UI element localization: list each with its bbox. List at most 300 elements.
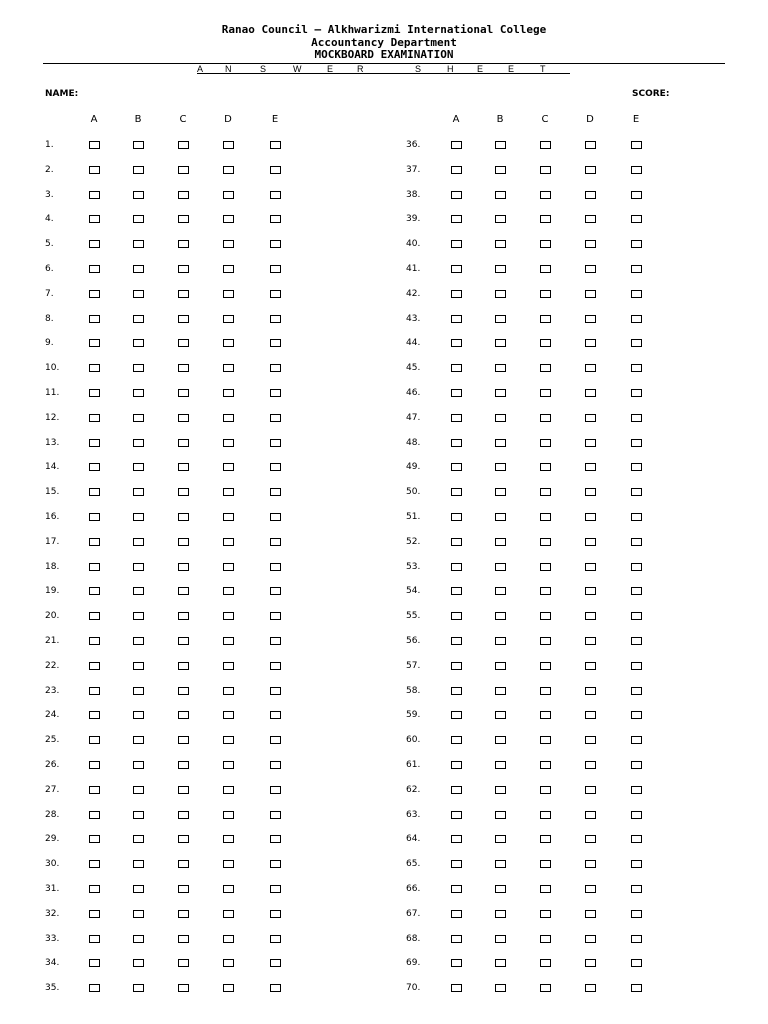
answer-checkbox-a[interactable] — [89, 240, 100, 248]
answer-checkbox-a[interactable] — [451, 786, 462, 794]
answer-checkbox-d[interactable] — [223, 736, 234, 744]
answer-checkbox-b[interactable] — [495, 687, 506, 695]
answer-checkbox-b[interactable] — [133, 959, 144, 967]
answer-checkbox-c[interactable] — [540, 339, 551, 347]
answer-checkbox-a[interactable] — [451, 959, 462, 967]
answer-checkbox-a[interactable] — [89, 860, 100, 868]
answer-checkbox-d[interactable] — [585, 860, 596, 868]
answer-checkbox-d[interactable] — [223, 513, 234, 521]
answer-checkbox-a[interactable] — [89, 439, 100, 447]
answer-checkbox-a[interactable] — [451, 463, 462, 471]
answer-checkbox-e[interactable] — [631, 290, 642, 298]
answer-checkbox-a[interactable] — [451, 587, 462, 595]
answer-checkbox-d[interactable] — [585, 439, 596, 447]
answer-checkbox-c[interactable] — [178, 166, 189, 174]
answer-checkbox-e[interactable] — [270, 414, 281, 422]
answer-checkbox-b[interactable] — [133, 339, 144, 347]
answer-checkbox-e[interactable] — [270, 984, 281, 992]
answer-checkbox-d[interactable] — [585, 612, 596, 620]
answer-checkbox-a[interactable] — [451, 240, 462, 248]
answer-checkbox-a[interactable] — [89, 711, 100, 719]
answer-checkbox-c[interactable] — [178, 315, 189, 323]
answer-checkbox-e[interactable] — [631, 463, 642, 471]
answer-checkbox-c[interactable] — [540, 538, 551, 546]
answer-checkbox-b[interactable] — [133, 910, 144, 918]
answer-checkbox-c[interactable] — [178, 389, 189, 397]
answer-checkbox-c[interactable] — [178, 687, 189, 695]
answer-checkbox-a[interactable] — [89, 538, 100, 546]
answer-checkbox-a[interactable] — [451, 439, 462, 447]
answer-checkbox-b[interactable] — [495, 141, 506, 149]
answer-checkbox-e[interactable] — [270, 240, 281, 248]
answer-checkbox-e[interactable] — [631, 364, 642, 372]
answer-checkbox-b[interactable] — [495, 662, 506, 670]
answer-checkbox-e[interactable] — [270, 339, 281, 347]
answer-checkbox-d[interactable] — [585, 786, 596, 794]
answer-checkbox-e[interactable] — [631, 984, 642, 992]
answer-checkbox-c[interactable] — [540, 290, 551, 298]
answer-checkbox-c[interactable] — [178, 835, 189, 843]
answer-checkbox-d[interactable] — [223, 364, 234, 372]
answer-checkbox-d[interactable] — [223, 612, 234, 620]
answer-checkbox-a[interactable] — [451, 389, 462, 397]
answer-checkbox-c[interactable] — [540, 711, 551, 719]
answer-checkbox-a[interactable] — [89, 315, 100, 323]
answer-checkbox-e[interactable] — [270, 910, 281, 918]
answer-checkbox-d[interactable] — [585, 885, 596, 893]
answer-checkbox-a[interactable] — [89, 364, 100, 372]
answer-checkbox-b[interactable] — [133, 439, 144, 447]
answer-checkbox-c[interactable] — [178, 736, 189, 744]
answer-checkbox-d[interactable] — [223, 265, 234, 273]
answer-checkbox-a[interactable] — [89, 662, 100, 670]
answer-checkbox-c[interactable] — [178, 538, 189, 546]
answer-checkbox-e[interactable] — [270, 811, 281, 819]
answer-checkbox-e[interactable] — [270, 141, 281, 149]
answer-checkbox-e[interactable] — [631, 736, 642, 744]
answer-checkbox-b[interactable] — [133, 587, 144, 595]
answer-checkbox-b[interactable] — [495, 984, 506, 992]
answer-checkbox-c[interactable] — [178, 811, 189, 819]
answer-checkbox-e[interactable] — [270, 538, 281, 546]
answer-checkbox-a[interactable] — [451, 414, 462, 422]
answer-checkbox-b[interactable] — [495, 910, 506, 918]
answer-checkbox-a[interactable] — [89, 984, 100, 992]
answer-checkbox-e[interactable] — [631, 315, 642, 323]
answer-checkbox-b[interactable] — [133, 215, 144, 223]
answer-checkbox-b[interactable] — [133, 364, 144, 372]
answer-checkbox-b[interactable] — [133, 488, 144, 496]
answer-checkbox-e[interactable] — [631, 711, 642, 719]
answer-checkbox-b[interactable] — [133, 463, 144, 471]
answer-checkbox-a[interactable] — [89, 463, 100, 471]
answer-checkbox-b[interactable] — [495, 488, 506, 496]
answer-checkbox-e[interactable] — [270, 191, 281, 199]
answer-checkbox-e[interactable] — [631, 959, 642, 967]
answer-checkbox-b[interactable] — [495, 885, 506, 893]
answer-checkbox-c[interactable] — [178, 439, 189, 447]
answer-checkbox-d[interactable] — [585, 711, 596, 719]
answer-checkbox-c[interactable] — [540, 587, 551, 595]
answer-checkbox-d[interactable] — [223, 141, 234, 149]
answer-checkbox-c[interactable] — [178, 711, 189, 719]
answer-checkbox-e[interactable] — [631, 389, 642, 397]
answer-checkbox-b[interactable] — [133, 191, 144, 199]
answer-checkbox-e[interactable] — [270, 166, 281, 174]
answer-checkbox-d[interactable] — [585, 910, 596, 918]
answer-checkbox-b[interactable] — [133, 835, 144, 843]
answer-checkbox-d[interactable] — [585, 587, 596, 595]
answer-checkbox-e[interactable] — [631, 538, 642, 546]
answer-checkbox-b[interactable] — [133, 637, 144, 645]
answer-checkbox-d[interactable] — [585, 414, 596, 422]
answer-checkbox-c[interactable] — [178, 587, 189, 595]
answer-checkbox-b[interactable] — [495, 215, 506, 223]
answer-checkbox-b[interactable] — [133, 141, 144, 149]
answer-checkbox-a[interactable] — [451, 215, 462, 223]
answer-checkbox-d[interactable] — [585, 662, 596, 670]
answer-checkbox-c[interactable] — [540, 315, 551, 323]
answer-checkbox-b[interactable] — [495, 959, 506, 967]
answer-checkbox-a[interactable] — [89, 141, 100, 149]
answer-checkbox-a[interactable] — [451, 637, 462, 645]
answer-checkbox-c[interactable] — [178, 984, 189, 992]
answer-checkbox-b[interactable] — [495, 860, 506, 868]
answer-checkbox-d[interactable] — [585, 290, 596, 298]
answer-checkbox-e[interactable] — [270, 513, 281, 521]
answer-checkbox-c[interactable] — [540, 265, 551, 273]
answer-checkbox-e[interactable] — [631, 935, 642, 943]
answer-checkbox-a[interactable] — [89, 563, 100, 571]
answer-checkbox-c[interactable] — [178, 935, 189, 943]
answer-checkbox-a[interactable] — [451, 811, 462, 819]
answer-checkbox-a[interactable] — [451, 711, 462, 719]
answer-checkbox-d[interactable] — [585, 563, 596, 571]
answer-checkbox-d[interactable] — [223, 414, 234, 422]
answer-checkbox-b[interactable] — [495, 736, 506, 744]
answer-checkbox-e[interactable] — [631, 141, 642, 149]
answer-checkbox-d[interactable] — [585, 265, 596, 273]
answer-checkbox-b[interactable] — [133, 786, 144, 794]
answer-checkbox-c[interactable] — [540, 563, 551, 571]
answer-checkbox-b[interactable] — [133, 315, 144, 323]
answer-checkbox-b[interactable] — [495, 240, 506, 248]
answer-checkbox-c[interactable] — [178, 215, 189, 223]
answer-checkbox-b[interactable] — [133, 612, 144, 620]
answer-checkbox-c[interactable] — [540, 959, 551, 967]
answer-checkbox-b[interactable] — [133, 860, 144, 868]
answer-checkbox-c[interactable] — [540, 811, 551, 819]
answer-checkbox-e[interactable] — [631, 587, 642, 595]
answer-checkbox-e[interactable] — [270, 488, 281, 496]
answer-checkbox-c[interactable] — [540, 612, 551, 620]
answer-checkbox-c[interactable] — [178, 463, 189, 471]
answer-checkbox-a[interactable] — [89, 587, 100, 595]
answer-checkbox-c[interactable] — [540, 414, 551, 422]
answer-checkbox-c[interactable] — [178, 240, 189, 248]
answer-checkbox-d[interactable] — [223, 860, 234, 868]
answer-checkbox-a[interactable] — [89, 761, 100, 769]
answer-checkbox-e[interactable] — [631, 811, 642, 819]
answer-checkbox-e[interactable] — [631, 166, 642, 174]
answer-checkbox-d[interactable] — [223, 463, 234, 471]
answer-checkbox-e[interactable] — [631, 612, 642, 620]
answer-checkbox-c[interactable] — [540, 786, 551, 794]
answer-checkbox-d[interactable] — [223, 835, 234, 843]
answer-checkbox-c[interactable] — [178, 612, 189, 620]
answer-checkbox-d[interactable] — [585, 637, 596, 645]
answer-checkbox-d[interactable] — [223, 984, 234, 992]
answer-checkbox-c[interactable] — [178, 191, 189, 199]
answer-checkbox-e[interactable] — [631, 786, 642, 794]
answer-checkbox-c[interactable] — [540, 389, 551, 397]
answer-checkbox-c[interactable] — [178, 364, 189, 372]
answer-checkbox-d[interactable] — [585, 835, 596, 843]
answer-checkbox-e[interactable] — [631, 215, 642, 223]
answer-checkbox-d[interactable] — [223, 166, 234, 174]
answer-checkbox-c[interactable] — [540, 488, 551, 496]
answer-checkbox-d[interactable] — [585, 513, 596, 521]
answer-checkbox-c[interactable] — [540, 761, 551, 769]
answer-checkbox-a[interactable] — [451, 885, 462, 893]
answer-checkbox-b[interactable] — [133, 662, 144, 670]
answer-checkbox-a[interactable] — [451, 761, 462, 769]
answer-checkbox-b[interactable] — [133, 935, 144, 943]
answer-checkbox-d[interactable] — [223, 563, 234, 571]
answer-checkbox-e[interactable] — [270, 662, 281, 670]
answer-checkbox-c[interactable] — [540, 439, 551, 447]
answer-checkbox-e[interactable] — [270, 959, 281, 967]
answer-checkbox-d[interactable] — [223, 761, 234, 769]
answer-checkbox-a[interactable] — [451, 513, 462, 521]
answer-checkbox-d[interactable] — [585, 215, 596, 223]
answer-checkbox-d[interactable] — [223, 786, 234, 794]
answer-checkbox-b[interactable] — [133, 240, 144, 248]
answer-checkbox-c[interactable] — [540, 984, 551, 992]
answer-checkbox-a[interactable] — [89, 290, 100, 298]
answer-checkbox-c[interactable] — [540, 935, 551, 943]
answer-checkbox-a[interactable] — [89, 811, 100, 819]
answer-checkbox-a[interactable] — [451, 612, 462, 620]
answer-checkbox-a[interactable] — [89, 414, 100, 422]
answer-checkbox-e[interactable] — [270, 215, 281, 223]
answer-checkbox-e[interactable] — [270, 439, 281, 447]
answer-checkbox-b[interactable] — [495, 339, 506, 347]
answer-checkbox-c[interactable] — [540, 687, 551, 695]
answer-checkbox-b[interactable] — [133, 984, 144, 992]
answer-checkbox-d[interactable] — [585, 761, 596, 769]
answer-checkbox-a[interactable] — [89, 612, 100, 620]
answer-checkbox-a[interactable] — [89, 488, 100, 496]
answer-checkbox-c[interactable] — [178, 339, 189, 347]
answer-checkbox-a[interactable] — [89, 166, 100, 174]
answer-checkbox-e[interactable] — [270, 290, 281, 298]
answer-checkbox-e[interactable] — [270, 711, 281, 719]
answer-checkbox-a[interactable] — [451, 935, 462, 943]
answer-checkbox-c[interactable] — [540, 191, 551, 199]
answer-checkbox-a[interactable] — [451, 191, 462, 199]
answer-checkbox-b[interactable] — [495, 786, 506, 794]
answer-checkbox-c[interactable] — [178, 637, 189, 645]
answer-checkbox-a[interactable] — [451, 662, 462, 670]
answer-checkbox-d[interactable] — [223, 538, 234, 546]
answer-checkbox-b[interactable] — [495, 587, 506, 595]
answer-checkbox-b[interactable] — [133, 290, 144, 298]
answer-checkbox-c[interactable] — [178, 860, 189, 868]
answer-checkbox-e[interactable] — [631, 662, 642, 670]
answer-checkbox-c[interactable] — [178, 786, 189, 794]
answer-checkbox-e[interactable] — [631, 265, 642, 273]
answer-checkbox-a[interactable] — [451, 488, 462, 496]
answer-checkbox-d[interactable] — [223, 959, 234, 967]
answer-checkbox-a[interactable] — [451, 860, 462, 868]
answer-checkbox-e[interactable] — [270, 835, 281, 843]
answer-checkbox-d[interactable] — [585, 166, 596, 174]
answer-checkbox-d[interactable] — [223, 910, 234, 918]
answer-checkbox-a[interactable] — [451, 736, 462, 744]
answer-checkbox-e[interactable] — [270, 761, 281, 769]
answer-checkbox-d[interactable] — [223, 687, 234, 695]
answer-checkbox-c[interactable] — [540, 835, 551, 843]
answer-checkbox-d[interactable] — [585, 315, 596, 323]
answer-checkbox-b[interactable] — [133, 538, 144, 546]
answer-checkbox-d[interactable] — [223, 811, 234, 819]
answer-checkbox-e[interactable] — [270, 389, 281, 397]
answer-checkbox-a[interactable] — [89, 910, 100, 918]
answer-checkbox-b[interactable] — [133, 687, 144, 695]
answer-checkbox-e[interactable] — [270, 612, 281, 620]
answer-checkbox-b[interactable] — [133, 563, 144, 571]
answer-checkbox-d[interactable] — [585, 463, 596, 471]
answer-checkbox-c[interactable] — [540, 513, 551, 521]
answer-checkbox-e[interactable] — [270, 315, 281, 323]
answer-checkbox-b[interactable] — [133, 711, 144, 719]
answer-checkbox-b[interactable] — [133, 885, 144, 893]
answer-checkbox-b[interactable] — [133, 166, 144, 174]
answer-checkbox-c[interactable] — [178, 910, 189, 918]
answer-checkbox-b[interactable] — [495, 538, 506, 546]
answer-checkbox-e[interactable] — [631, 439, 642, 447]
answer-checkbox-b[interactable] — [495, 315, 506, 323]
answer-checkbox-c[interactable] — [540, 166, 551, 174]
answer-checkbox-b[interactable] — [495, 513, 506, 521]
answer-checkbox-a[interactable] — [451, 166, 462, 174]
answer-checkbox-a[interactable] — [451, 315, 462, 323]
answer-checkbox-c[interactable] — [178, 513, 189, 521]
answer-checkbox-a[interactable] — [451, 265, 462, 273]
answer-checkbox-b[interactable] — [133, 389, 144, 397]
answer-checkbox-c[interactable] — [540, 910, 551, 918]
answer-checkbox-e[interactable] — [270, 364, 281, 372]
answer-checkbox-a[interactable] — [451, 984, 462, 992]
answer-checkbox-a[interactable] — [89, 637, 100, 645]
answer-checkbox-a[interactable] — [451, 910, 462, 918]
answer-checkbox-c[interactable] — [540, 637, 551, 645]
answer-checkbox-e[interactable] — [631, 885, 642, 893]
answer-checkbox-d[interactable] — [585, 339, 596, 347]
answer-checkbox-e[interactable] — [270, 265, 281, 273]
answer-checkbox-e[interactable] — [270, 687, 281, 695]
answer-checkbox-a[interactable] — [451, 687, 462, 695]
answer-checkbox-d[interactable] — [223, 488, 234, 496]
answer-checkbox-e[interactable] — [631, 687, 642, 695]
answer-checkbox-d[interactable] — [223, 215, 234, 223]
answer-checkbox-c[interactable] — [178, 959, 189, 967]
answer-checkbox-b[interactable] — [495, 439, 506, 447]
answer-checkbox-c[interactable] — [178, 141, 189, 149]
answer-checkbox-c[interactable] — [178, 488, 189, 496]
answer-checkbox-e[interactable] — [270, 935, 281, 943]
answer-checkbox-c[interactable] — [540, 141, 551, 149]
answer-checkbox-b[interactable] — [495, 612, 506, 620]
answer-checkbox-b[interactable] — [495, 463, 506, 471]
answer-checkbox-e[interactable] — [631, 860, 642, 868]
answer-checkbox-b[interactable] — [495, 935, 506, 943]
answer-checkbox-c[interactable] — [540, 240, 551, 248]
answer-checkbox-b[interactable] — [495, 414, 506, 422]
answer-checkbox-d[interactable] — [223, 315, 234, 323]
answer-checkbox-b[interactable] — [495, 389, 506, 397]
answer-checkbox-a[interactable] — [451, 339, 462, 347]
answer-checkbox-d[interactable] — [585, 389, 596, 397]
answer-checkbox-e[interactable] — [270, 587, 281, 595]
answer-checkbox-b[interactable] — [495, 711, 506, 719]
answer-checkbox-a[interactable] — [89, 215, 100, 223]
answer-checkbox-a[interactable] — [451, 364, 462, 372]
answer-checkbox-d[interactable] — [585, 736, 596, 744]
answer-checkbox-a[interactable] — [89, 389, 100, 397]
answer-checkbox-e[interactable] — [270, 463, 281, 471]
answer-checkbox-b[interactable] — [133, 265, 144, 273]
answer-checkbox-a[interactable] — [451, 290, 462, 298]
answer-checkbox-e[interactable] — [270, 563, 281, 571]
answer-checkbox-b[interactable] — [495, 811, 506, 819]
answer-checkbox-a[interactable] — [451, 141, 462, 149]
answer-checkbox-e[interactable] — [270, 860, 281, 868]
answer-checkbox-e[interactable] — [631, 513, 642, 521]
answer-checkbox-d[interactable] — [223, 339, 234, 347]
answer-checkbox-e[interactable] — [270, 637, 281, 645]
answer-checkbox-c[interactable] — [178, 265, 189, 273]
answer-checkbox-c[interactable] — [178, 885, 189, 893]
answer-checkbox-d[interactable] — [585, 538, 596, 546]
answer-checkbox-a[interactable] — [451, 835, 462, 843]
answer-checkbox-b[interactable] — [495, 835, 506, 843]
answer-checkbox-e[interactable] — [270, 885, 281, 893]
answer-checkbox-d[interactable] — [585, 141, 596, 149]
answer-checkbox-e[interactable] — [631, 835, 642, 843]
answer-checkbox-a[interactable] — [89, 339, 100, 347]
answer-checkbox-b[interactable] — [495, 364, 506, 372]
answer-checkbox-d[interactable] — [585, 935, 596, 943]
answer-checkbox-a[interactable] — [89, 265, 100, 273]
answer-checkbox-d[interactable] — [223, 191, 234, 199]
answer-checkbox-c[interactable] — [540, 885, 551, 893]
answer-checkbox-d[interactable] — [223, 240, 234, 248]
answer-checkbox-d[interactable] — [223, 587, 234, 595]
answer-checkbox-c[interactable] — [178, 290, 189, 298]
answer-checkbox-b[interactable] — [133, 414, 144, 422]
answer-checkbox-b[interactable] — [495, 563, 506, 571]
answer-checkbox-b[interactable] — [133, 761, 144, 769]
answer-checkbox-c[interactable] — [540, 736, 551, 744]
answer-checkbox-e[interactable] — [631, 761, 642, 769]
answer-checkbox-e[interactable] — [631, 488, 642, 496]
answer-checkbox-b[interactable] — [495, 191, 506, 199]
answer-checkbox-c[interactable] — [178, 662, 189, 670]
answer-checkbox-b[interactable] — [133, 513, 144, 521]
answer-checkbox-e[interactable] — [270, 786, 281, 794]
